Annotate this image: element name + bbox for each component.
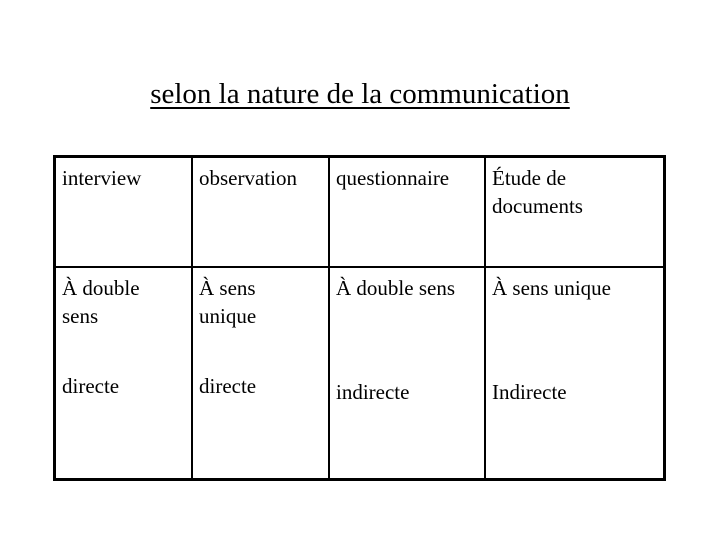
table-cell: À double sens [336,276,455,300]
row-divider [56,266,663,268]
table-cell: directe [62,374,120,398]
column-divider [328,158,330,478]
table-cell: À sens unique [492,276,611,300]
table-cell: À sens unique [199,276,257,328]
page-title: selon la nature de la communication [150,78,570,110]
table-cell: À double sens [62,276,140,328]
table-cell: observation [199,166,297,190]
table-cell: questionnaire [336,166,450,190]
table-cell: interview [62,166,142,190]
column-divider [484,158,486,478]
communication-table [53,155,666,481]
table-cell: Étude de documents [492,166,583,218]
column-divider [191,158,193,478]
table-cell: indirecte [336,380,410,404]
table-cell: directe [199,374,257,398]
table-cell: Indirecte [492,380,567,404]
